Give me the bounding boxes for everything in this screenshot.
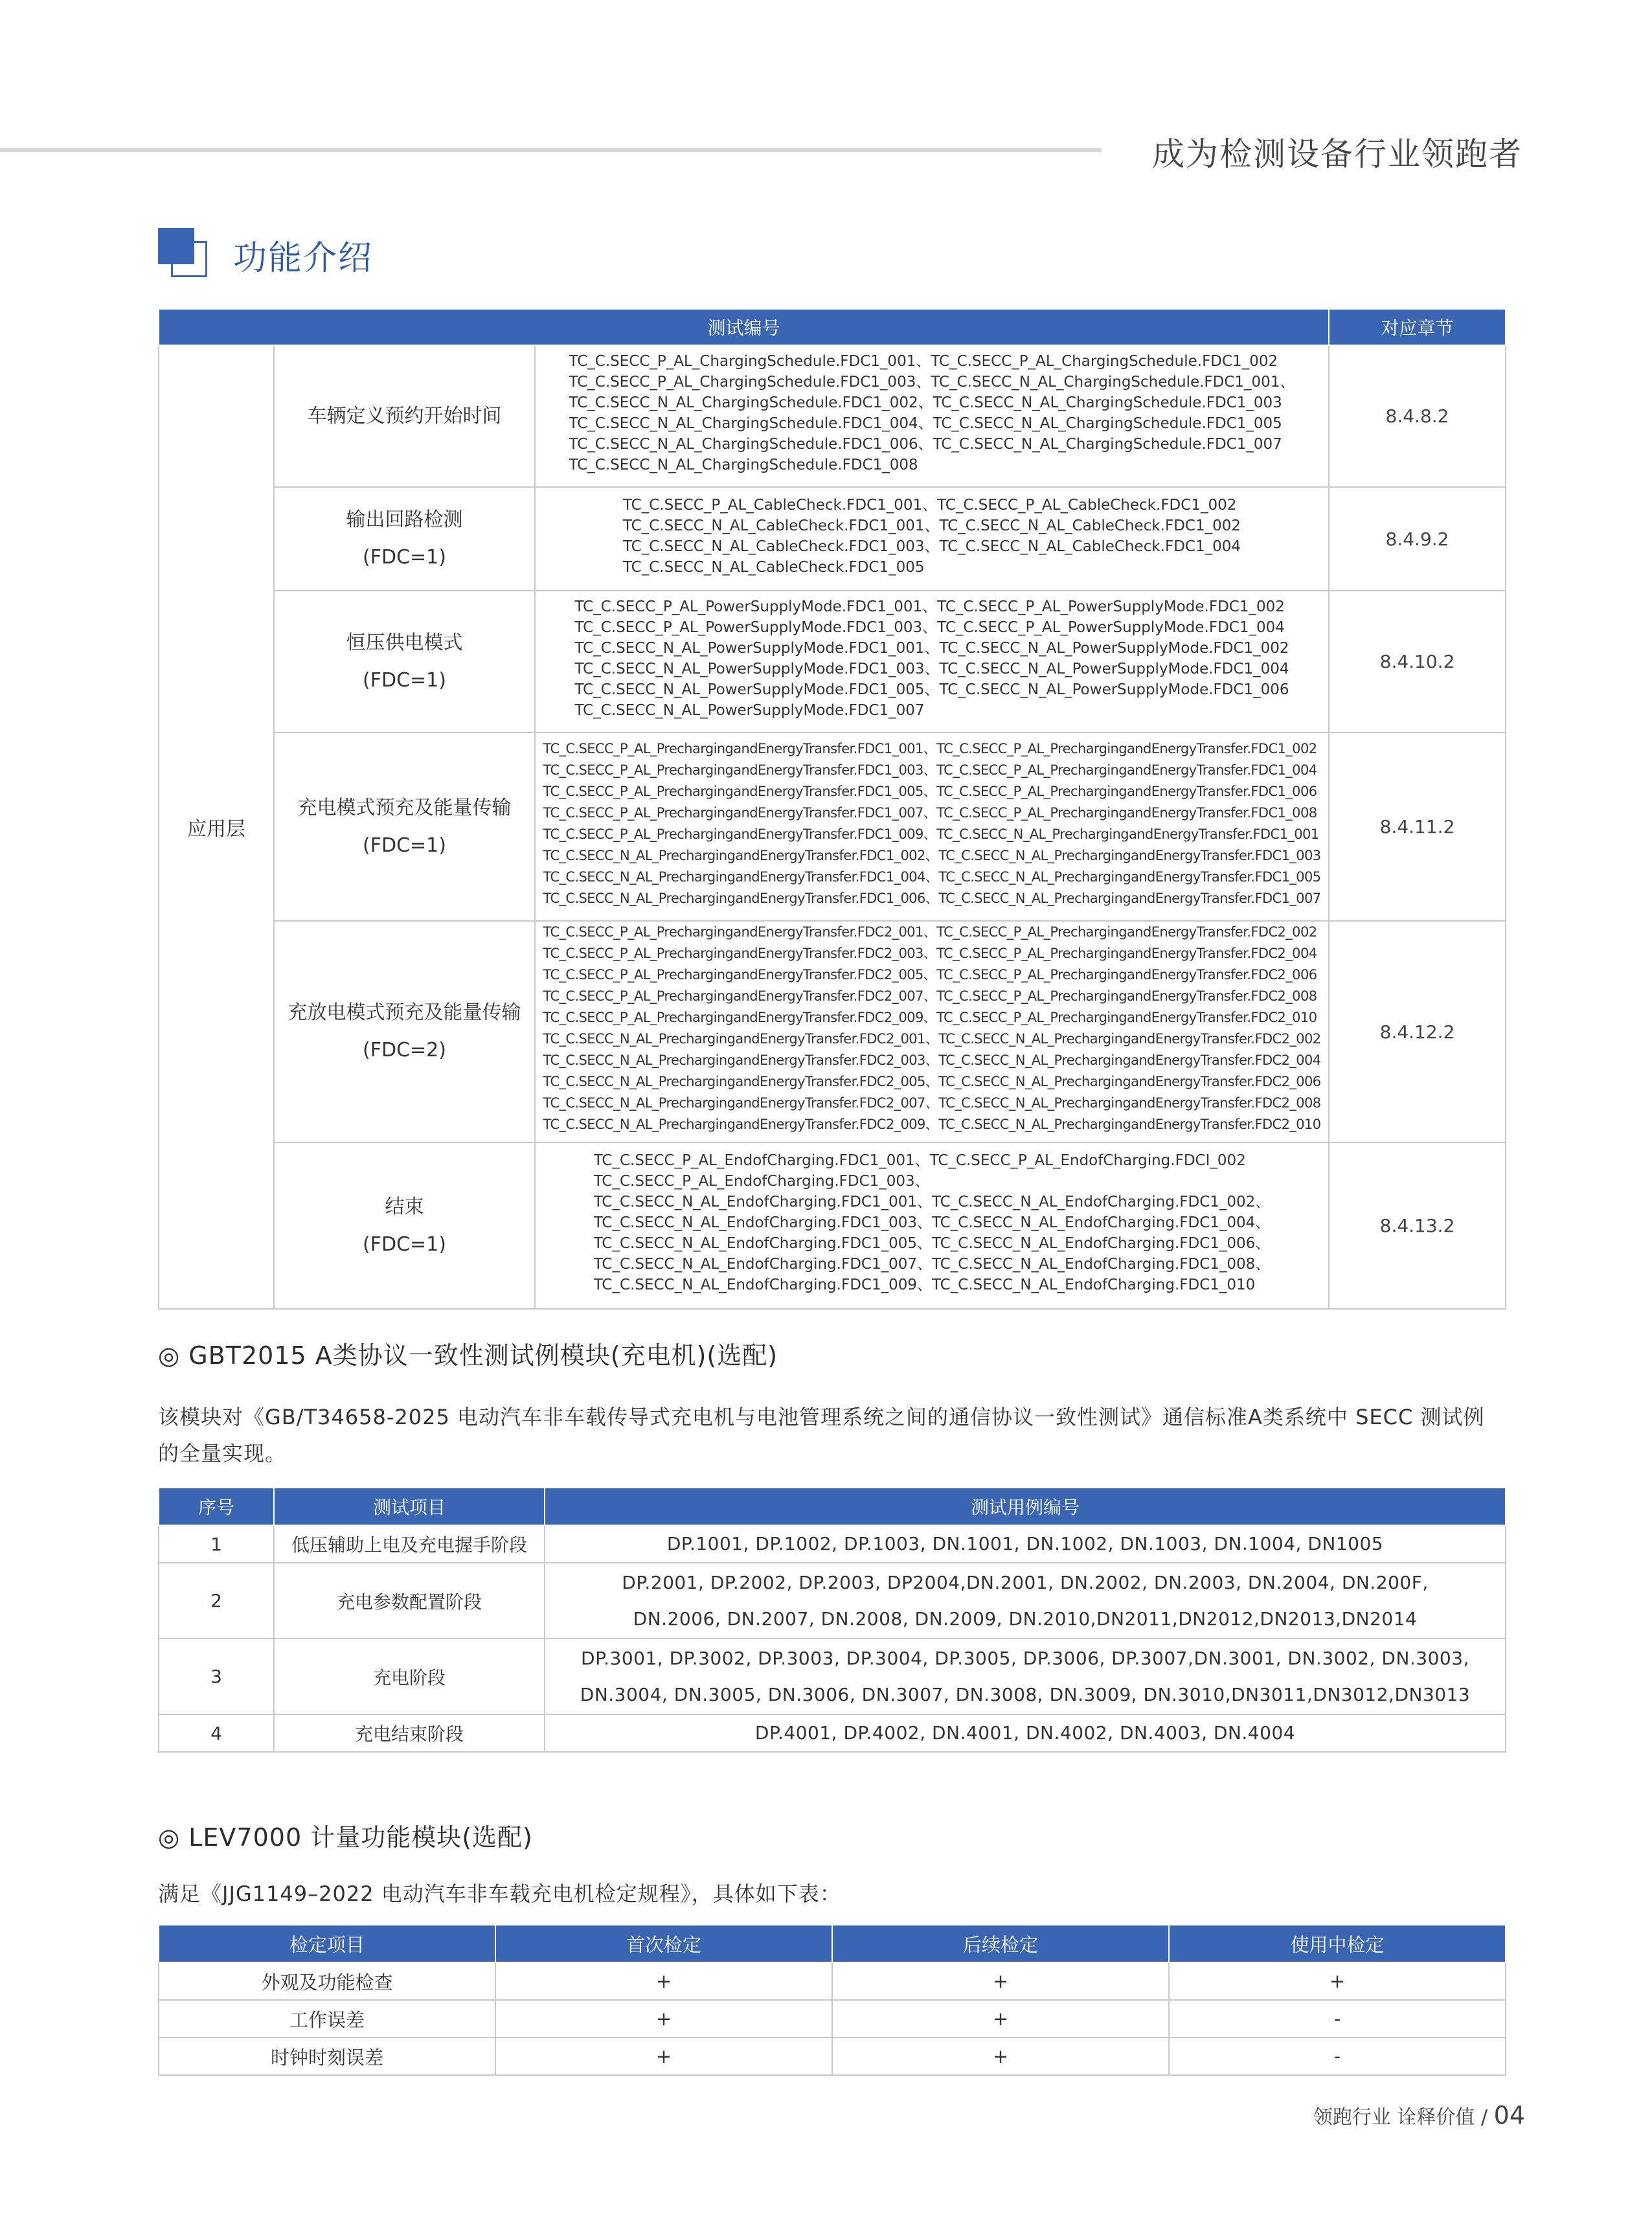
test-id-line: TC_C.SECC_N_AL_PrechargingandEnergyTransfer.FDC2_001、TC_C.SECC_N_AL_PrechargingandEnergyTransfer.FDC2_002	[543, 1031, 1321, 1047]
test-id-line: TC_C.SECC_N_AL_ChargingSchedule.FDC1_006、TC_C.SECC_N_AL_ChargingSchedule.FDC1_007	[569, 436, 1282, 453]
test-id-line: TC_C.SECC_N_AL_EndofCharging.FDC1_009、TC_C.SECC_N_AL_EndofCharging.FDC1_010	[593, 1277, 1256, 1293]
test-id-line: TC_C.SECC_N_AL_PrechargingandEnergyTransfer.FDC2_007、TC_C.SECC_N_AL_PrechargingandEnergyTransfer.FDC2_008	[543, 1095, 1321, 1111]
table-header-row	[159, 309, 1506, 345]
section-square-filled-icon	[158, 228, 194, 264]
table-row	[159, 1639, 1506, 1714]
chapter-cell: 8.4.10.2	[1329, 591, 1506, 733]
function-mode: (FDC=1)	[363, 546, 446, 569]
table-row	[159, 345, 1506, 487]
chapter-cell: 8.4.13.2	[1329, 1142, 1506, 1309]
test-id-line: TC_C.SECC_N_AL_CableCheck.FDC1_005	[622, 558, 925, 576]
table-row	[159, 1714, 1506, 1752]
test-id-cell	[535, 733, 1329, 921]
test-id-line: TC_C.SECC_P_AL_PrechargingandEnergyTransfer.FDC1_009、TC_C.SECC_N_AL_PrechargingandEnergyTransfer.FDC1_001	[543, 826, 1319, 842]
test-id-line: TC_C.SECC_P_AL_PrechargingandEnergyTransfer.FDC2_007、TC_C.SECC_P_AL_PrechargingandEnergyTransfer.FDC2_008	[543, 988, 1317, 1004]
table-row	[159, 591, 1506, 733]
test-id-list	[569, 351, 1295, 475]
test-id-line: TC_C.SECC_P_AL_PrechargingandEnergyTransfer.FDC1_001、TC_C.SECC_P_AL_PrechargingandEnergyTransfer.FDC1_002	[543, 740, 1317, 756]
module2-description: 满足《JJG1149–2022 电动汽车非车载充电机检定规程》，具体如下表：	[158, 1881, 841, 1906]
test-id-line: TC_C.SECC_P_AL_EndofCharging.FDC1_003、	[593, 1173, 930, 1190]
subsequent-verification: +	[832, 2038, 1169, 2075]
test-id-line: TC_C.SECC_P_AL_PrechargingandEnergyTransfer.FDC1_003、TC_C.SECC_P_AL_PrechargingandEnergyTransfer.FDC1_004	[543, 762, 1317, 778]
subsequent-verification: +	[832, 2000, 1169, 2038]
test-id-line: TC_C.SECC_N_AL_PrechargingandEnergyTransfer.FDC2_003、TC_C.SECC_N_AL_PrechargingandEnergyTransfer.FDC2_004	[543, 1052, 1321, 1068]
test-id-line: TC_C.SECC_N_AL_EndofCharging.FDC1_003、TC_C.SECC_N_AL_EndofCharging.FDC1_004、	[593, 1214, 1271, 1231]
test-item: 低压辅助上电及充电握手阶段	[274, 1525, 545, 1563]
verification-item: 工作误差	[159, 2000, 495, 2038]
test-id-list	[543, 738, 1320, 909]
subsequent-verification: +	[832, 1962, 1169, 2000]
test-id-line: TC_C.SECC_P_AL_ChargingSchedule.FDC1_003、TC_C.SECC_N_AL_ChargingSchedule.FDC1_001、	[569, 374, 1295, 391]
function-cell	[274, 591, 535, 733]
code-line: DP.1001, DP.1002, DP.1003, DN.1001, DN.1002, DN.1003, DN.1004, DN1005	[666, 1533, 1384, 1554]
test-id-line: TC_C.SECC_N_AL_EndofCharging.FDC1_005、TC_C.SECC_N_AL_EndofCharging.FDC1_006、	[593, 1235, 1271, 1252]
test-id-line: TC_C.SECC_P_AL_PrechargingandEnergyTransfer.FDC2_003、TC_C.SECC_P_AL_PrechargingandEnergyTransfer.FDC2_004	[543, 946, 1317, 961]
table-row	[159, 1142, 1506, 1309]
test-id-table	[158, 308, 1506, 1310]
test-id-list	[623, 495, 1241, 578]
test-id-line: TC_C.SECC_P_AL_PrechargingandEnergyTransfer.FDC2_005、TC_C.SECC_P_AL_PrechargingandEnergyTransfer.FDC2_006	[543, 967, 1317, 982]
row-number: 2	[159, 1563, 274, 1639]
code-line: DN.2006, DN.2007, DN.2008, DN.2009, DN.2010,DN2011,DN2012,DN2013,DN2014	[633, 1607, 1418, 1630]
footer-separator: /	[1480, 2106, 1488, 2129]
test-id-line: TC_C.SECC_P_AL_EndofCharging.FDC1_001、TC_C.SECC_P_AL_EndofCharging.FDCI_002	[593, 1152, 1246, 1169]
test-id-cell	[535, 345, 1329, 487]
test-item: 充电阶段	[274, 1639, 545, 1714]
row-number: 3	[159, 1639, 274, 1714]
table-row	[159, 1525, 1506, 1563]
test-id-cell	[535, 1142, 1329, 1309]
test-item: 充电参数配置阶段	[274, 1563, 545, 1639]
page-footer	[1313, 2101, 1525, 2129]
code-line: DN.3004, DN.3005, DN.3006, DN.3007, DN.3008, DN.3009, DN.3010,DN3011,DN3012,DN3013	[580, 1683, 1471, 1705]
first-verification: +	[495, 2000, 832, 2038]
function-mode: (FDC=1)	[363, 834, 446, 857]
test-id-line: TC_C.SECC_P_AL_PowerSupplyMode.FDC1_001、TC_C.SECC_P_AL_PowerSupplyMode.FDC1_002	[574, 598, 1285, 615]
function-mode: (FDC=2)	[363, 1039, 446, 1062]
header-codes: 测试用例编号	[545, 1488, 1506, 1525]
verification-table	[158, 1924, 1506, 2076]
test-id-line: TC_C.SECC_N_AL_PowerSupplyMode.FDC1_007	[574, 702, 925, 719]
first-verification: +	[495, 1962, 832, 2000]
test-id-line: TC_C.SECC_P_AL_PowerSupplyMode.FDC1_003、TC_C.SECC_P_AL_PowerSupplyMode.FDC1_004	[574, 619, 1285, 636]
function-name: 充放电模式预充及能量传输	[288, 1001, 521, 1024]
in-use-verification: -	[1169, 2038, 1506, 2075]
function-cell	[274, 345, 535, 487]
test-id-line: TC_C.SECC_N_AL_PrechargingandEnergyTransfer.FDC2_005、TC_C.SECC_N_AL_PrechargingandEnergyTransfer.FDC2_006	[543, 1074, 1321, 1089]
table-header-row	[159, 1925, 1506, 1962]
function-name: 充电模式预充及能量传输	[297, 796, 512, 819]
test-id-line: TC_C.SECC_N_AL_ChargingSchedule.FDC1_002、TC_C.SECC_N_AL_ChargingSchedule.FDC1_003	[569, 394, 1282, 411]
code-line: DP.2001, DP.2002, DP.2003, DP2004,DN.2001, DN.2002, DN.2003, DN.2004, DN.200F,	[622, 1571, 1429, 1593]
test-item: 充电结束阶段	[274, 1714, 545, 1752]
row-number: 1	[159, 1525, 274, 1563]
test-id-line: TC_C.SECC_N_AL_PowerSupplyMode.FDC1_001、TC_C.SECC_N_AL_PowerSupplyMode.FDC1_002	[574, 640, 1289, 657]
code-line: DP.3001, DP.3002, DP.3003, DP.3004, DP.3005, DP.3006, DP.3007,DN.3001, DN.3002, DN.3003,	[581, 1647, 1469, 1669]
in-use-verification: -	[1169, 2000, 1506, 2038]
test-id-list	[594, 1150, 1271, 1295]
test-id-cell	[535, 487, 1329, 591]
table-row	[159, 921, 1506, 1142]
test-id-line: TC_C.SECC_N_AL_CableCheck.FDC1_001、TC_C.SECC_N_AL_CableCheck.FDC1_002	[622, 517, 1241, 534]
test-id-line: TC_C.SECC_N_AL_CableCheck.FDC1_003、TC_C.SECC_N_AL_CableCheck.FDC1_004	[622, 538, 1241, 555]
header-slogan: 成为检测设备行业领跑者	[1152, 135, 1522, 173]
chapter-cell: 8.4.9.2	[1329, 487, 1506, 591]
test-case-codes	[545, 1639, 1506, 1714]
verification-item: 外观及功能检查	[159, 1962, 495, 2000]
page-number: 04	[1493, 2101, 1525, 2129]
function-name: 车辆定义预约开始时间	[307, 404, 502, 427]
test-id-line: TC_C.SECC_N_AL_PrechargingandEnergyTransfer.FDC1_006、TC_C.SECC_N_AL_PrechargingandEnergyTransfer.FDC1_007	[543, 890, 1321, 906]
table-row	[159, 2000, 1506, 2038]
section-title: 功能介绍	[233, 239, 374, 278]
module1-title: ◎ GBT2015 A类协议一致性测试例模块(充电机)(选配)	[158, 1341, 778, 1370]
test-id-line: TC_C.SECC_N_AL_EndofCharging.FDC1_007、TC_C.SECC_N_AL_EndofCharging.FDC1_008、	[593, 1256, 1271, 1273]
header-no: 序号	[159, 1488, 274, 1525]
gbt-test-case-table	[158, 1487, 1506, 1753]
test-id-line: TC_C.SECC_N_AL_EndofCharging.FDC1_001、TC_C.SECC_N_AL_EndofCharging.FDC1_002、	[593, 1194, 1271, 1210]
table-row	[159, 1563, 1506, 1639]
header-test-id: 测试编号	[159, 309, 1329, 345]
category-cell: 应用层	[159, 345, 274, 1309]
header-rule	[0, 148, 1101, 152]
table-header-row	[159, 1488, 1506, 1525]
header-item: 测试项目	[274, 1488, 545, 1525]
function-cell	[274, 487, 535, 591]
table-row	[159, 487, 1506, 591]
footer-text: 领跑行业 诠释价值	[1313, 2106, 1475, 2129]
function-cell	[274, 733, 535, 921]
test-id-line: TC_C.SECC_N_AL_ChargingSchedule.FDC1_004、TC_C.SECC_N_AL_ChargingSchedule.FDC1_005	[569, 415, 1282, 432]
first-verification: +	[495, 2038, 832, 2075]
test-id-line: TC_C.SECC_N_AL_ChargingSchedule.FDC1_008	[569, 457, 918, 473]
test-case-codes	[545, 1563, 1506, 1639]
row-number: 4	[159, 1714, 274, 1752]
header-first-verification: 首次检定	[495, 1925, 832, 1962]
table-row	[159, 733, 1506, 921]
test-id-line: TC_C.SECC_N_AL_PrechargingandEnergyTransfer.FDC1_004、TC_C.SECC_N_AL_PrechargingandEnergyTransfer.FDC1_005	[543, 869, 1321, 885]
test-id-line: TC_C.SECC_N_AL_PrechargingandEnergyTransfer.FDC1_002、TC_C.SECC_N_AL_PrechargingandEnergyTransfer.FDC1_003	[543, 847, 1321, 863]
header-chapter: 对应章节	[1329, 309, 1506, 345]
function-name: 输出回路检测	[346, 508, 463, 531]
function-mode: (FDC=1)	[363, 1232, 446, 1256]
test-id-cell	[535, 591, 1329, 733]
function-name: 恒压供电模式	[346, 631, 463, 654]
module1-description: 该模块对《GB/T34658-2025 电动汽车非车载传导式充电机与电池管理系统之间的通信协议一致性测试》通信标准A类系统中 SECC 测试例的全量实现。	[158, 1405, 1485, 1466]
function-name: 结束	[385, 1195, 424, 1218]
function-cell	[274, 1142, 535, 1309]
test-id-line: TC_C.SECC_P_AL_CableCheck.FDC1_001、TC_C.SECC_P_AL_CableCheck.FDC1_002	[622, 496, 1237, 514]
chapter-cell: 8.4.11.2	[1329, 733, 1506, 921]
test-id-line: TC_C.SECC_N_AL_PowerSupplyMode.FDC1_005、TC_C.SECC_N_AL_PowerSupplyMode.FDC1_006	[574, 681, 1289, 698]
test-id-line: TC_C.SECC_N_AL_PowerSupplyMode.FDC1_003、TC_C.SECC_N_AL_PowerSupplyMode.FDC1_004	[574, 661, 1289, 677]
code-line: DP.4001, DP.4002, DN.4001, DN.4002, DN.4003, DN.4004	[754, 1722, 1296, 1743]
header-in-use-verification: 使用中检定	[1169, 1925, 1506, 1962]
table-row	[159, 1962, 1506, 2000]
function-cell	[274, 921, 535, 1142]
test-id-line: TC_C.SECC_P_AL_ChargingSchedule.FDC1_001、TC_C.SECC_P_AL_ChargingSchedule.FDC1_002	[569, 353, 1278, 370]
table-row	[159, 2038, 1506, 2075]
test-id-line: TC_C.SECC_P_AL_PrechargingandEnergyTransfer.FDC2_009、TC_C.SECC_P_AL_PrechargingandEnergyTransfer.FDC2_010	[543, 1010, 1317, 1025]
header-subsequent-verification: 后续检定	[832, 1925, 1169, 1962]
header-verification-item: 检定项目	[159, 1925, 495, 1962]
chapter-cell: 8.4.8.2	[1329, 345, 1506, 487]
test-id-list	[574, 596, 1289, 721]
test-id-line: TC_C.SECC_N_AL_PrechargingandEnergyTransfer.FDC2_009、TC_C.SECC_N_AL_PrechargingandEnergyTransfer.FDC2_010	[543, 1117, 1321, 1132]
chapter-cell: 8.4.12.2	[1329, 921, 1506, 1142]
test-case-codes	[545, 1714, 1506, 1752]
test-case-codes	[545, 1525, 1506, 1563]
in-use-verification: +	[1169, 1962, 1506, 2000]
module2-title: ◎ LEV7000 计量功能模块(选配)	[158, 1823, 533, 1852]
verification-item: 时钟时刻误差	[159, 2038, 495, 2075]
function-mode: (FDC=1)	[363, 668, 446, 692]
test-id-cell	[535, 921, 1329, 1142]
test-id-list	[543, 922, 1320, 1135]
test-id-line: TC_C.SECC_P_AL_PrechargingandEnergyTransfer.FDC1_007、TC_C.SECC_P_AL_PrechargingandEnergyTransfer.FDC1_008	[543, 804, 1317, 821]
test-id-line: TC_C.SECC_P_AL_PrechargingandEnergyTransfer.FDC2_001、TC_C.SECC_P_AL_PrechargingandEnergyTransfer.FDC2_002	[543, 924, 1317, 940]
test-id-line: TC_C.SECC_P_AL_PrechargingandEnergyTransfer.FDC1_005、TC_C.SECC_P_AL_PrechargingandEnergyTransfer.FDC1_006	[543, 783, 1317, 799]
